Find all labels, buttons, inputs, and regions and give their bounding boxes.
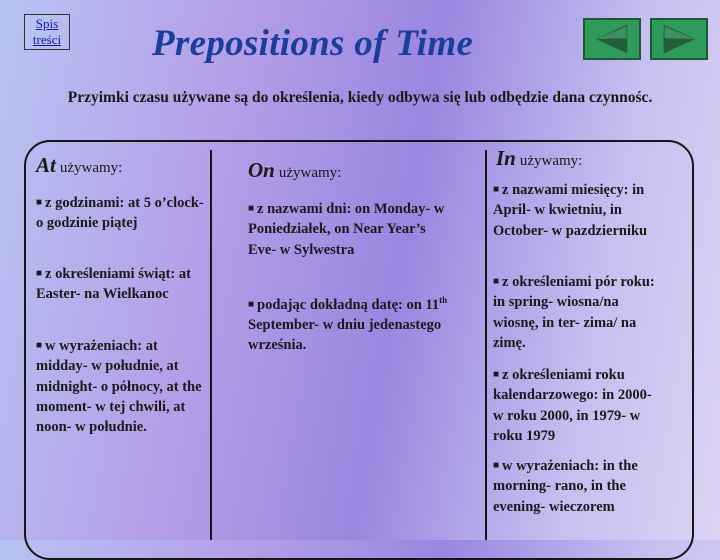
list-item-text: z określeniami pór roku: in spring- wiosna/na wiosnę, in ter- zima/ na zimę.: [493, 274, 655, 351]
on-column-heading: [248, 158, 341, 183]
list-item-text-end: September- w dniu jedenastego września.: [248, 317, 442, 354]
at-column-heading: [36, 153, 122, 178]
list-item: [36, 264, 196, 305]
on-keyword-suffix: używamy:: [278, 165, 342, 181]
bullet-icon: ■: [248, 203, 255, 214]
list-item-text: z nazwami miesięcy: in April- w kwietniu, in October- w pazdzierniku: [493, 182, 648, 239]
triangle-right-icon: [652, 20, 706, 58]
in-column-heading: [496, 146, 582, 171]
on-keyword: On: [248, 158, 275, 182]
list-item: [493, 456, 658, 517]
bullet-icon: ■: [493, 276, 500, 287]
list-item-text: z nazwami dni: on Monday- w Poniedziałek, on Near Year’s Eve- w Sylwestra: [248, 201, 445, 258]
list-item-text: z określeniami świąt: at Easter- na Wielkanoc: [36, 266, 191, 303]
list-item-text: w wyrażeniach: in the morning- rano, in the evening- wieczorem: [493, 458, 638, 515]
list-item-text-start: podając dokładną datę: on 11: [257, 296, 440, 313]
previous-slide-button[interactable]: [583, 18, 641, 60]
list-item: [36, 193, 204, 234]
list-item: [248, 199, 448, 260]
column-divider: [485, 150, 487, 540]
page-title: Prepositions of Time: [152, 23, 474, 64]
toc-link[interactable]: [24, 14, 70, 50]
at-keyword: At: [36, 153, 56, 177]
in-keyword-suffix: używamy:: [519, 153, 583, 169]
in-keyword: In: [496, 146, 516, 170]
toc-link-line2: treści: [32, 32, 62, 47]
list-item: [36, 336, 208, 437]
bullet-icon: ■: [493, 460, 500, 471]
list-item: [493, 365, 663, 446]
bullet-icon: ■: [493, 369, 500, 380]
list-item-text: z godzinami: at 5 o’clock- o godzinie piątej: [36, 195, 204, 232]
intro-text: Przyimki czasu używane są do określenia, kiedy odbywa się lub odbędzie dana czynnośc.: [67, 89, 653, 106]
triangle-left-icon: [585, 20, 639, 58]
bullet-icon: ■: [248, 298, 255, 310]
list-item: [493, 180, 663, 241]
at-keyword-suffix: używamy:: [59, 160, 123, 176]
next-slide-button[interactable]: [650, 18, 708, 60]
toc-link-line1: Spis: [35, 16, 59, 31]
ordinal-suffix: th: [439, 295, 448, 305]
bullet-icon: ■: [36, 197, 43, 208]
list-item: [493, 272, 658, 353]
list-item-text: w wyrażeniach: at midday- w południe, at midnight- o północy, at the moment- w tej chwili, at noon- w południe.: [36, 338, 202, 436]
list-item-text: z określeniami roku kalendarzowego: in 2000- w roku 2000, in 1979- w roku 1979: [493, 367, 652, 444]
column-divider: [210, 150, 212, 540]
bullet-icon: ■: [36, 268, 43, 279]
list-item: [248, 290, 453, 356]
bullet-icon: ■: [36, 340, 43, 351]
bullet-icon: ■: [493, 184, 500, 195]
